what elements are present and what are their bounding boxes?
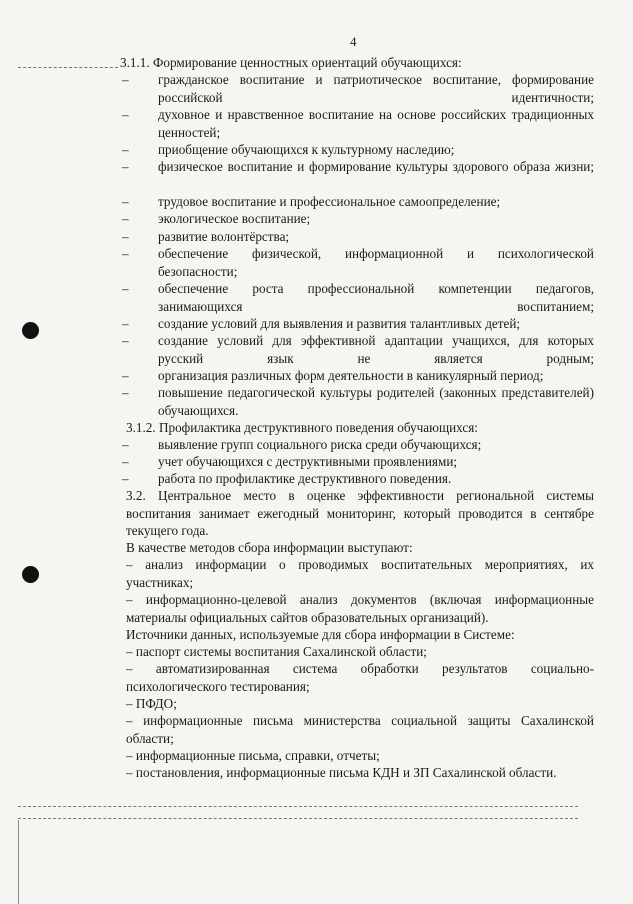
scan-artifact-line xyxy=(18,67,118,68)
methods-item: – анализ информации о проводимых воспитательных мероприятиях, их участниках; xyxy=(126,557,594,590)
page-number: 4 xyxy=(350,34,357,49)
section-312-heading: 3.1.2. Профилактика деструктивного поведения обучающихся: xyxy=(126,420,478,435)
methods-heading: В качестве методов сбора информации выступают: xyxy=(126,540,413,555)
sources-item: – информационные письма министерства социальной защиты Сахалинской области; xyxy=(126,713,594,746)
scan-artifact-line xyxy=(18,806,578,807)
scan-artifact-line xyxy=(18,818,578,819)
sources-item: – автоматизированная система обработки результатов социально-психологического тестирования; xyxy=(126,661,594,694)
document-page: 4 3.1.1. Формирование ценностных ориентаций обучающихся: – гражданское воспитание и патриотическое воспитание, формирование российской идентичности; – духовное и нравственное воспитание на основе российских традиционных ценностей; – приобщение обучающихся к культурному наследию; – физическое воспитание и формирование культуры здорового образа жизни; – трудовое воспитание и профессиональное самоопределение; – экологическое воспитание; – развитие волонтёрства; – обеспечение физической, информационной и психологической безопасности; – обеспечение роста профессиональной компетенции педагогов, занимающихся воспитанием; – создание условий для выявления и развития талантливых детей; – создание условий для эффективной адаптации учащихся, для которых русский язык не является родным; – организация различных форм деятельности в каникулярный период; – повышение педагогической культуры родителей (законных представителей) обучающихся. 3.1.2. Профилактика деструктивного поведения обучающихся: – выявление групп социального риска среди обучающихся; – учет обучающихся с деструктивными проявлениями; – работа по профилактике деструктивного поведения. 3.2. Центральное место в оценке эффективности региональной системы воспитания занимает ежегодный мониторинг, который проводится в сентябре текущего года. В качестве методов сбора информации выступают: – анализ информации о проводимых воспитательных мероприятиях, их участниках; – информационно-целевой анализ документов (включая информационные материалы официальных сайтов образовательных организаций). Источники данных, используемые для сбора информации в Системе: – паспорт системы воспитания Сахалинской области; – автоматизированная система обработки результатов социально-психологического тестирования; – ПФДО; – информационные письма министерства социальной защиты Сахалинской области; – информационные письма, справки, отчеты; – постановления, информационные письма КДН и ЗП Сахалинской области. xyxy=(0,0,633,904)
sources-item: – информационные письма, справки, отчеты; xyxy=(126,748,380,763)
sources-item: – ПФДО; xyxy=(126,696,177,711)
methods-item: – информационно-целевой анализ документов (включая информационные материалы официальных сайтов образовательных организаций). xyxy=(126,592,594,625)
section-311-heading: 3.1.1. Формирование ценностных ориентаций обучающихся: xyxy=(120,55,462,70)
section-32-paragraph: 3.2. Центральное место в оценке эффективности региональной системы воспитания занимает ежегодный мониторинг, который проводится в сентябре текущего года. xyxy=(126,488,594,538)
scan-artifact-line xyxy=(18,820,19,904)
sources-heading: Источники данных, используемые для сбора информации в Системе: xyxy=(126,627,515,642)
punch-hole xyxy=(22,566,39,583)
punch-hole xyxy=(22,322,39,339)
sources-item: – паспорт системы воспитания Сахалинской области; xyxy=(126,644,427,659)
sources-item: – постановления, информационные письма КДН и ЗП Сахалинской области. xyxy=(126,765,557,780)
